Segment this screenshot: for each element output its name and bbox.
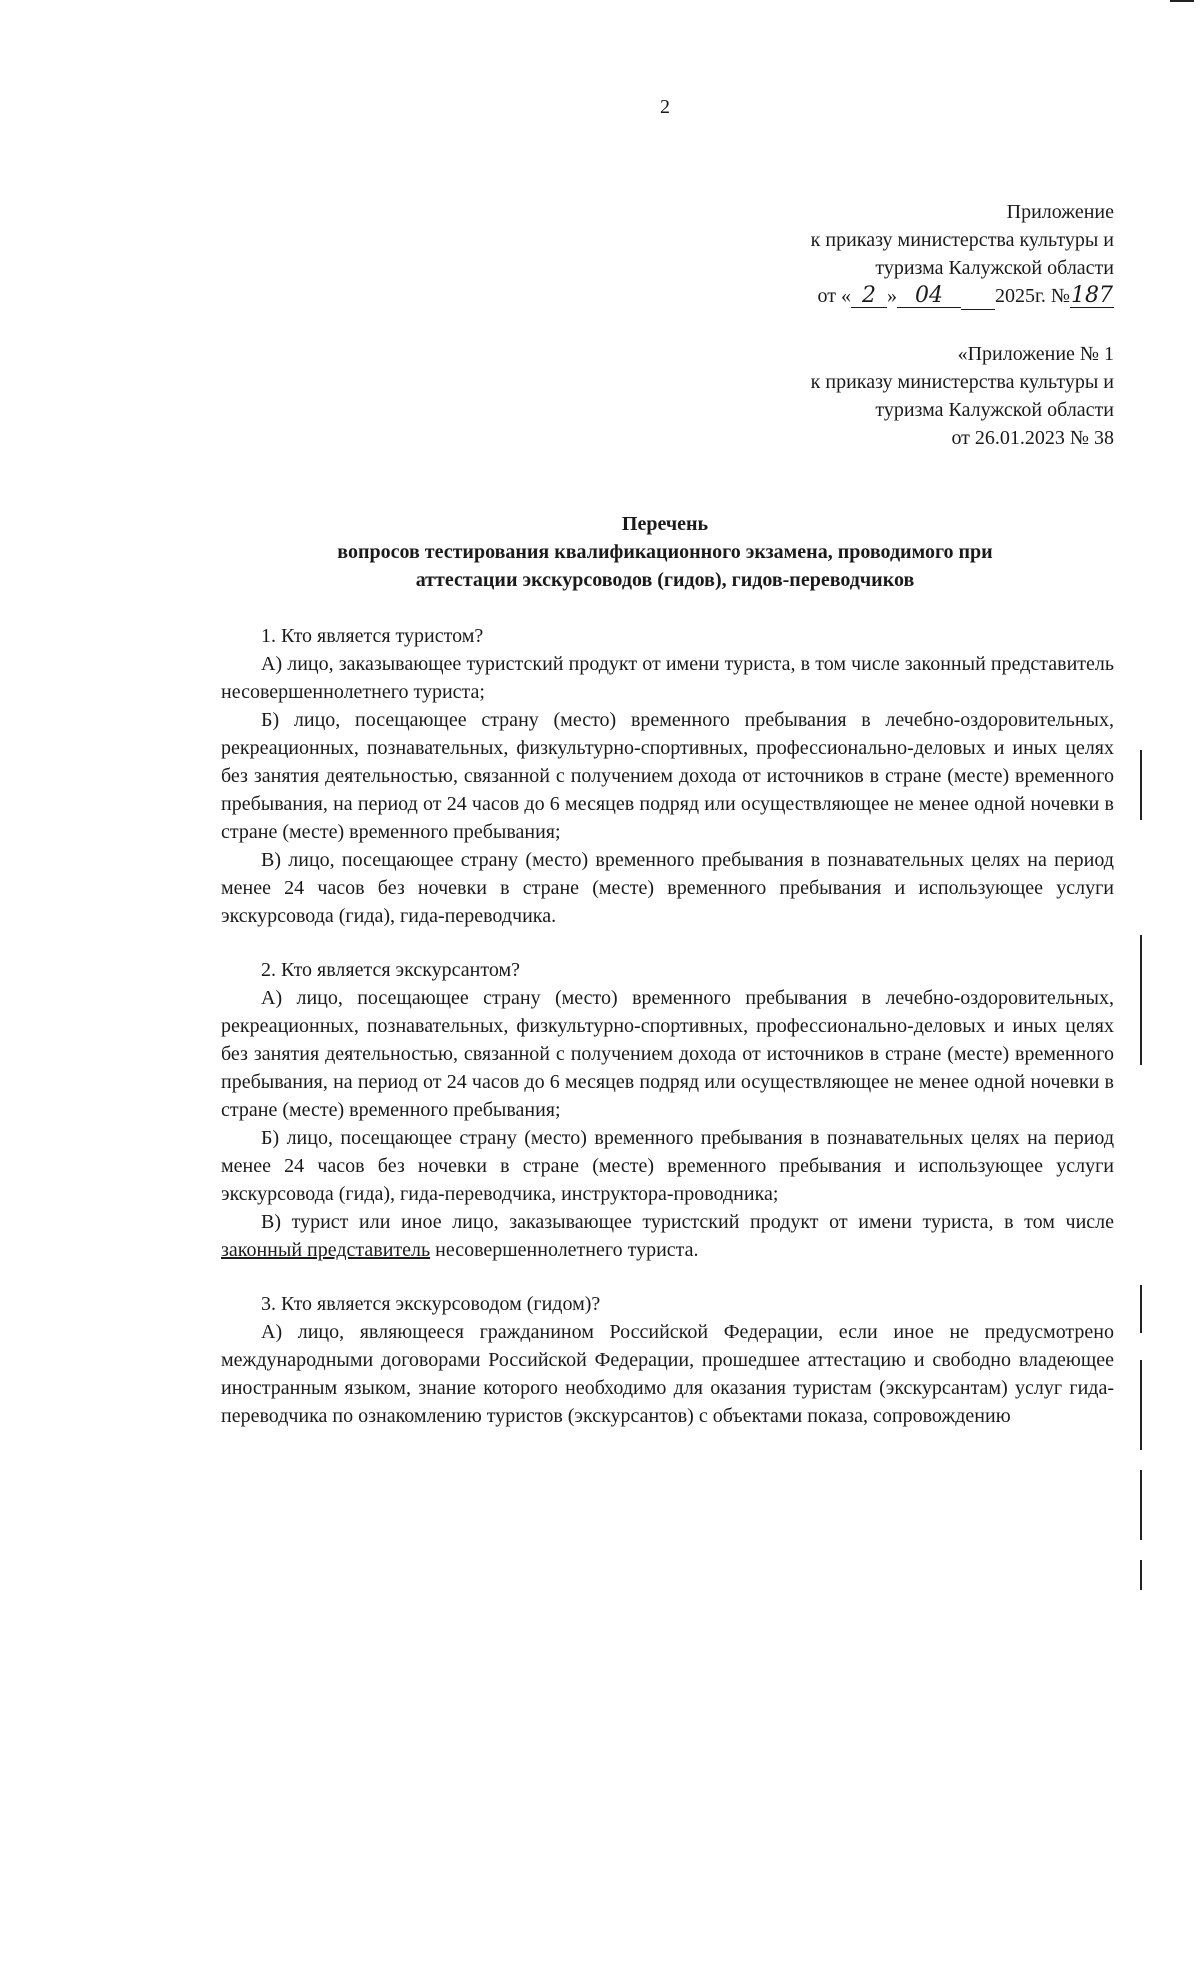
underlined-phrase: законный представитель bbox=[221, 1239, 431, 1261]
title-line-1: Перечень bbox=[621, 513, 709, 535]
answer-option-b: Б) лицо, посещающее страну (место) временного пребывания в лечебно-оздоровительных, рекреационных, познавательных, физкультурно-спортивных, профессионально-деловых и иных целях без занятия деятельностью, связанной с получением дохода от источников в стране (месте) временного пребывания, на период от 24 часов до 6 месяцев подряд или осуществляющее не менее одной ночевки в стране (месте) временного пребывания; bbox=[221, 709, 1114, 843]
prev-annex-date: от 26.01.2023 № 38 bbox=[951, 427, 1114, 449]
answer-option-c: В) лицо, посещающее страну (место) временного пребывания в познавательных целях на период менее 24 часов без ночевки в стране (месте) временного пребывания и использующее услуги экскурсовода (гида), гида-переводчика. bbox=[221, 849, 1114, 927]
title-line-3: аттестации экскурсоводов (гидов), гидов-переводчиков bbox=[415, 569, 915, 591]
handwritten-day: 2 bbox=[851, 285, 887, 308]
answer-option-a: А) лицо, являющееся гражданином Российской Федерации, если иное не предусмотрено международными договорами Российской Федерации, прошедшее аттестацию и свободно владеющее иностранным языком, знание которого необходимо для оказания туристам (экскурсантам) услуг гида-переводчика по ознакомлению туристов (экскурсантов) с объектами показа, сопровождению bbox=[221, 1321, 1114, 1427]
answer-option-a: А) лицо, посещающее страну (место) временного пребывания в лечебно-оздоровительных, рекреационных, познавательных, физкультурно-спортивных, профессионально-деловых и иных целях без занятия деятельностью, связанной с получением дохода от источников в стране (месте) временного пребывания, на период от 24 часов до 6 месяцев подряд или осуществляющее не менее одной ночевки в стране (месте) временного пребывания; bbox=[221, 987, 1114, 1121]
order-mid: » bbox=[886, 285, 897, 307]
annex-ministry: туризма Калужской области bbox=[875, 257, 1114, 279]
spacer bbox=[221, 930, 1114, 956]
question-text: 1. Кто является туристом? bbox=[261, 625, 484, 647]
date-underline bbox=[961, 289, 995, 310]
handwritten-order-number: 187 bbox=[1071, 283, 1113, 308]
answer-text-before: В) турист или иное лицо, заказывающее туристский продукт от имени туриста, в том числе bbox=[261, 1211, 1114, 1233]
question-block-3 bbox=[221, 1290, 1114, 1430]
prev-annex-ministry: туризма Калужской области bbox=[875, 399, 1114, 421]
annex-order-ref: к приказу министерства культуры и bbox=[810, 229, 1114, 251]
question-list bbox=[221, 622, 1114, 1430]
answer-option-c bbox=[221, 1208, 1114, 1264]
document-title bbox=[200, 510, 1130, 594]
question-text: 2. Кто является экскурсантом? bbox=[261, 959, 520, 981]
order-year: 2025г. № bbox=[994, 285, 1070, 307]
annex-order-date-line bbox=[514, 282, 1114, 310]
scan-mark bbox=[1140, 1360, 1142, 1450]
order-prefix: от « bbox=[817, 285, 851, 307]
question-block-2 bbox=[221, 956, 1114, 1264]
annex-previous-header bbox=[514, 340, 1114, 452]
answer-option-a: А) лицо, заказывающее туристский продукт от имени туриста, в том числе законный представитель несовершеннолетнего туриста; bbox=[221, 653, 1114, 703]
annex-current-header bbox=[514, 198, 1114, 310]
question-text: 3. Кто является экскурсоводом (гидом)? bbox=[261, 1293, 601, 1315]
spacer bbox=[221, 1264, 1114, 1290]
prev-annex-order-ref: к приказу министерства культуры и bbox=[810, 371, 1114, 393]
answer-option-b: Б) лицо, посещающее страну (место) временного пребывания в познавательных целях на период менее 24 часов без ночевки в стране (месте) временного пребывания и использующее услуги экскурсовода (гида), гида-переводчика, инструктора-проводника; bbox=[221, 1127, 1114, 1205]
handwritten-month: 04 bbox=[897, 285, 961, 308]
title-line-2: вопросов тестирования квалификационного экзамена, проводимого при bbox=[337, 541, 993, 563]
scan-mark bbox=[1140, 1470, 1142, 1540]
scan-mark bbox=[1140, 1285, 1142, 1333]
page-number: 2 bbox=[660, 96, 670, 118]
scan-mark bbox=[1170, 0, 1194, 2]
scan-mark bbox=[1140, 750, 1142, 820]
annex-title: Приложение bbox=[1006, 201, 1114, 223]
answer-text-after: несовершеннолетнего туриста. bbox=[430, 1239, 699, 1261]
prev-annex-title: «Приложение № 1 bbox=[957, 343, 1114, 365]
scan-mark bbox=[1140, 935, 1142, 1065]
scan-mark bbox=[1140, 1560, 1142, 1590]
question-block-1 bbox=[221, 622, 1114, 930]
